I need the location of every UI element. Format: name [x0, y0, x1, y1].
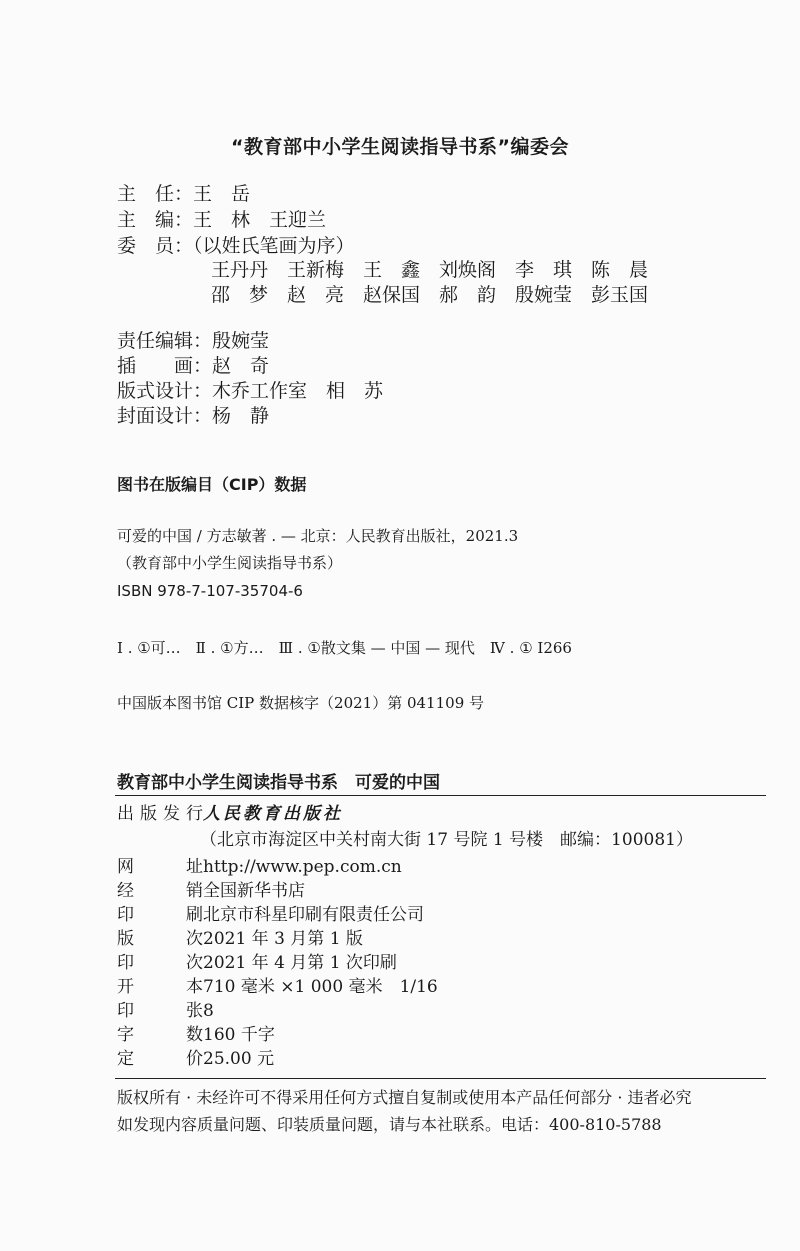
editor-label: 主 编：	[117, 209, 194, 231]
members-note: （以姓氏笔画为序）	[193, 235, 355, 257]
pub-row-printer	[117, 903, 424, 927]
credit-label: 封面设计：	[117, 405, 213, 427]
contact-notice: 如发现内容质量问题、印装质量问题，请与本社联系。电话：400-810-5788	[117, 1115, 662, 1134]
pub-row-printing	[117, 951, 397, 975]
pub-value: 710 毫米 ×1 000 毫米 1/16	[203, 977, 438, 997]
committee-editor-row	[117, 208, 326, 232]
divider-top	[115, 795, 766, 796]
series-title: 教育部中小学生阅读指导书系 可爱的中国	[117, 773, 440, 793]
committee-title: “教育部中小学生阅读指导书系”编委会	[231, 136, 569, 158]
committee-director-row	[117, 182, 250, 206]
director-name: 王 岳	[193, 183, 251, 205]
pub-row-wordcount	[117, 1023, 275, 1047]
pub-row-sheets	[117, 999, 214, 1023]
cip-isbn: ISBN 978-7-107-35704-6	[117, 582, 303, 600]
pub-row-price	[117, 1047, 274, 1071]
pub-label: 版 次	[117, 929, 203, 949]
pub-row-website	[117, 855, 402, 879]
publisher-row	[117, 802, 343, 826]
pub-label: 印 张	[117, 1001, 203, 1021]
director-label: 主 任：	[117, 183, 194, 205]
cip-heading: 图书在版编目（CIP）数据	[117, 475, 307, 494]
pub-row-distributor	[117, 879, 305, 903]
pub-value: 北京市科星印刷有限责任公司	[203, 905, 424, 925]
members-label: 委 员：	[117, 235, 194, 257]
pub-label: 字 数	[117, 1025, 203, 1045]
credit-row-layout	[117, 379, 383, 403]
divider-bottom	[115, 1078, 766, 1079]
pub-value: 全国新华书店	[203, 881, 305, 901]
publisher-label: 出版发行	[117, 804, 203, 824]
credit-value: 杨 静	[212, 405, 270, 427]
cip-classification: Ⅰ . ①可… Ⅱ . ①方… Ⅲ . ①散文集 — 中国 — 现代 Ⅳ . ① I266	[117, 639, 572, 657]
pub-label: 开 本	[117, 977, 203, 997]
pub-value: 25.00 元	[203, 1049, 275, 1069]
members-row-2: 邵 梦 赵 亮 赵保国 郝 韵 殷婉莹 彭玉国	[211, 284, 649, 306]
credit-label: 责任编辑：	[117, 330, 213, 352]
credit-row-illustration	[117, 354, 269, 378]
cip-line-1: 可爱的中国 / 方志敏著 . — 北京：人民教育出版社，2021.3	[117, 527, 519, 545]
credit-label: 版式设计：	[117, 380, 213, 402]
editor-names: 王 林 王迎兰	[193, 209, 327, 231]
credit-row-editor	[117, 329, 269, 353]
pub-label: 经 销	[117, 881, 203, 901]
credit-row-cover	[117, 404, 269, 428]
members-row-1: 王丹丹 王新梅 王 鑫 刘焕阁 李 琪 陈 晨	[211, 259, 649, 281]
pub-value: http://www.pep.com.cn	[203, 857, 402, 877]
publisher-name: 人民教育出版社	[203, 804, 343, 824]
cip-line-2: （教育部中小学生阅读指导书系）	[117, 554, 343, 572]
pub-label: 定 价	[117, 1049, 203, 1069]
committee-members-row	[117, 234, 355, 258]
cip-record-number: 中国版本图书馆 CIP 数据核字（2021）第 041109 号	[117, 694, 485, 712]
credit-value: 殷婉莹	[212, 330, 270, 352]
pub-value: 8	[203, 1001, 214, 1021]
credit-value: 木乔工作室 相 苏	[212, 380, 384, 402]
publisher-address: （北京市海淀区中关村南大街 17 号院 1 号楼 邮编：100081）	[200, 830, 693, 850]
copyright-notice: 版权所有 · 未经许可不得采用任何方式擅自复制或使用本产品任何部分 · 违者必究	[117, 1088, 692, 1107]
pub-row-format	[117, 975, 438, 999]
pub-row-edition	[117, 927, 363, 951]
pub-label: 印 刷	[117, 905, 203, 925]
pub-value: 2021 年 4 月第 1 次印刷	[203, 953, 397, 973]
pub-value: 160 千字	[203, 1025, 275, 1045]
credit-value: 赵 奇	[212, 355, 270, 377]
pub-value: 2021 年 3 月第 1 版	[203, 929, 363, 949]
pub-label: 印 次	[117, 953, 203, 973]
credit-label: 插 画：	[117, 355, 213, 377]
pub-label: 网 址	[117, 857, 203, 877]
